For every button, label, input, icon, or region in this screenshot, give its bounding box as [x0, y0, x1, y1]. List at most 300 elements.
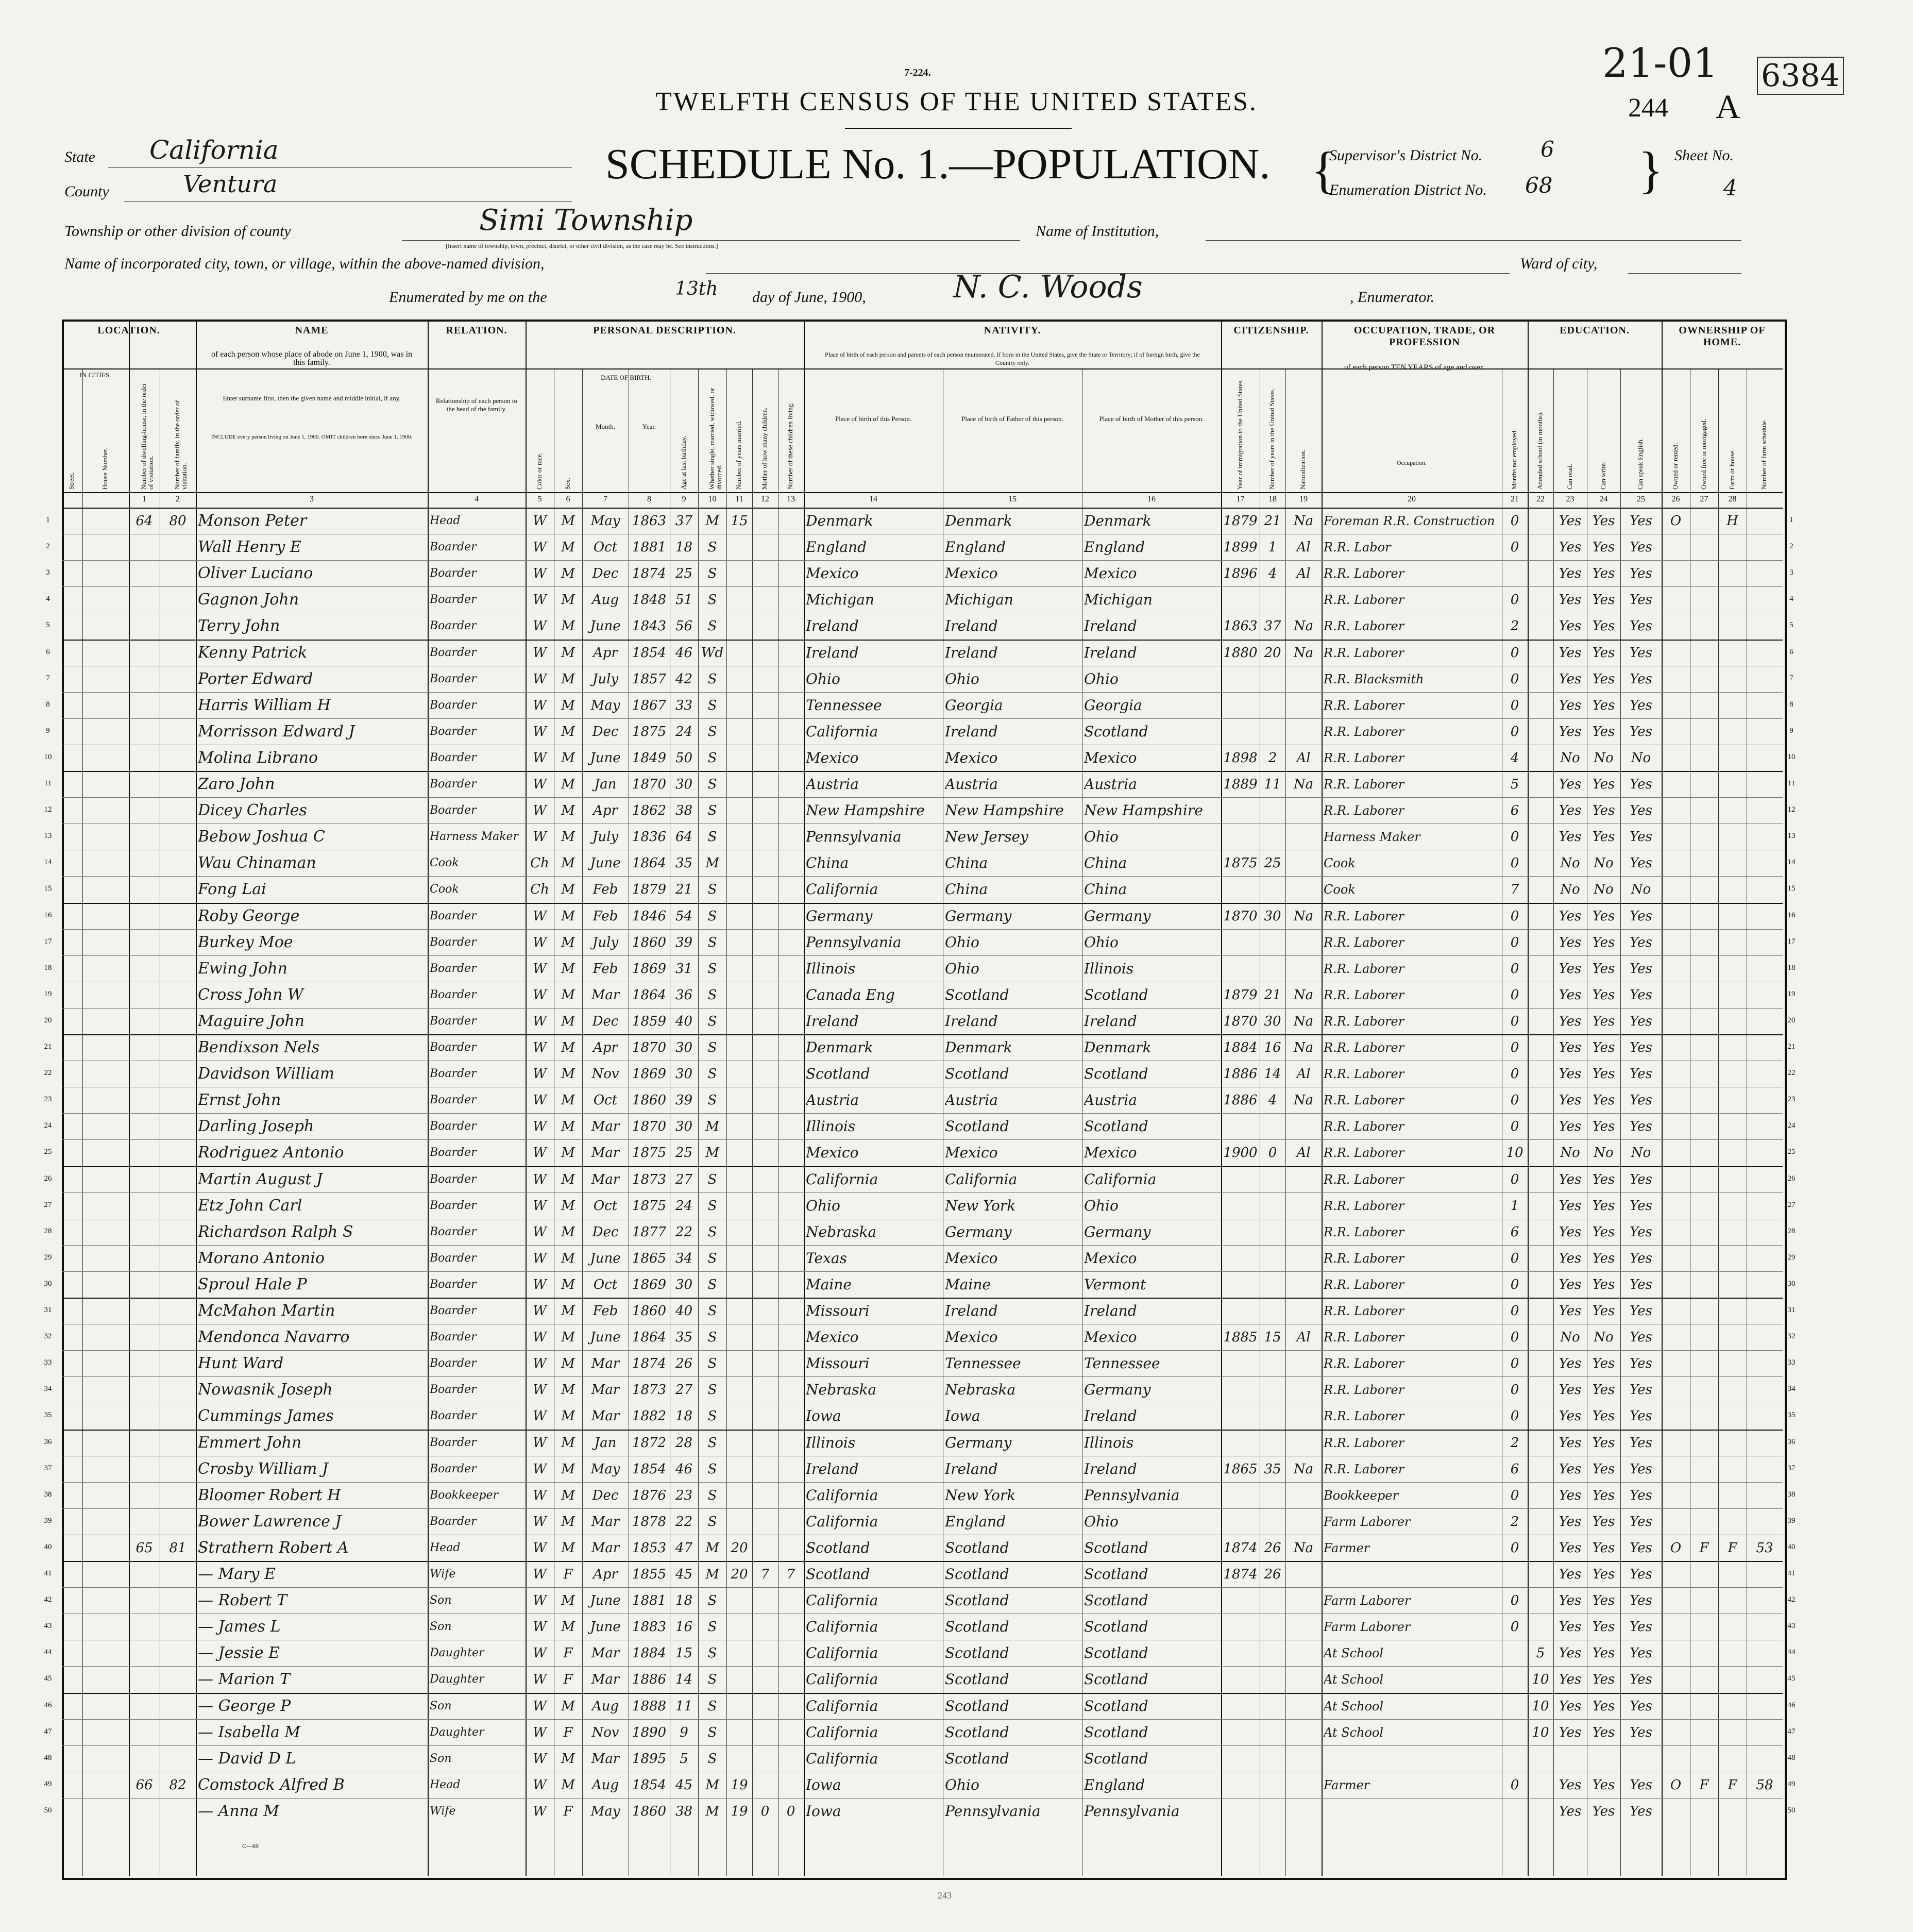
cell-age: 39	[675, 1093, 693, 1108]
cell-unemp: 0	[1510, 1303, 1519, 1319]
row-number-right: 8	[1789, 700, 1793, 709]
cell-rd: No	[1560, 750, 1580, 766]
cell-sex: M	[561, 1119, 575, 1135]
cell-col: W	[533, 592, 547, 608]
cell-name: Morrisson Edward J	[198, 722, 355, 741]
cell-occ: At School	[1324, 1646, 1384, 1661]
cell-rel: Boarder	[430, 1278, 477, 1291]
cell-col: W	[533, 513, 547, 529]
cell-rel: Boarder	[430, 1041, 477, 1054]
cell-nat: Na	[1293, 645, 1314, 661]
cell-pobm: Austria	[1084, 776, 1137, 793]
cell-occ: R.R. Laborer	[1324, 619, 1404, 634]
row-number-left: 19	[44, 989, 52, 998]
cell-sex: M	[561, 540, 575, 556]
cell-age: 35	[675, 855, 693, 871]
cell-sex: M	[561, 1040, 575, 1055]
cell-age: 37	[675, 513, 693, 529]
cell-col: W	[533, 750, 547, 766]
cell-name: Porter Edward	[198, 669, 313, 688]
state-label: State	[64, 148, 95, 165]
row-number-right: 34	[1787, 1385, 1796, 1393]
cell-rd: Yes	[1559, 540, 1582, 556]
row-number-left: 8	[46, 700, 50, 709]
cell-pobf: Georgia	[945, 696, 1003, 714]
row-number-right: 41	[1787, 1569, 1796, 1577]
header-farm-house: Farm or house.	[1728, 449, 1736, 490]
cell-col: W	[533, 777, 547, 792]
cell-occ: At School	[1324, 1725, 1384, 1740]
cell-wr: Yes	[1592, 1250, 1615, 1266]
sheet-no: 4	[1723, 175, 1737, 200]
cell-mar: S	[707, 1330, 717, 1346]
cell-name: Bendixson Nels	[198, 1038, 320, 1056]
row-number-left: 16	[44, 911, 52, 919]
cell-yus: 30	[1264, 908, 1281, 924]
row-number-left: 2	[46, 542, 50, 551]
header-bottom-rule	[62, 492, 1783, 493]
cell-pobm: Scotland	[1084, 1750, 1148, 1767]
cell-yr: 1876	[632, 1487, 667, 1503]
row-number-right: 37	[1787, 1464, 1796, 1472]
cell-wr: No	[1594, 750, 1614, 766]
cell-mo: Feb	[592, 908, 618, 924]
cell-age: 21	[675, 882, 693, 898]
cell-imm: 1870	[1223, 1013, 1258, 1029]
cell-en: Yes	[1630, 1408, 1652, 1424]
cell-unemp: 2	[1510, 1514, 1519, 1530]
cell-unemp: 0	[1510, 934, 1519, 950]
cell-rd: Yes	[1559, 1276, 1582, 1292]
cell-col: W	[533, 1672, 547, 1688]
cell-en: Yes	[1630, 934, 1652, 950]
cell-yr: 1870	[632, 1040, 667, 1055]
cell-yr: 1860	[632, 1093, 667, 1108]
cell-pob: Nebraska	[806, 1381, 877, 1399]
row-number-left: 38	[44, 1490, 52, 1499]
cell-rel: Boarder	[430, 1436, 477, 1449]
cell-occ: R.R. Laborer	[1324, 1093, 1404, 1108]
cell-wr: Yes	[1592, 540, 1615, 556]
cell-sex: M	[561, 1461, 575, 1477]
cell-wr: Yes	[1592, 1171, 1615, 1187]
cell-imm: 1896	[1223, 566, 1258, 582]
column-number: 2	[176, 495, 180, 503]
cell-age: 40	[675, 1303, 693, 1319]
cell-rd: Yes	[1559, 1382, 1582, 1398]
cell-pobm: Ireland	[1084, 1302, 1137, 1319]
cell-nat: Na	[1293, 618, 1314, 634]
row-number-left: 4	[46, 595, 50, 603]
cell-mo: Dec	[592, 1224, 619, 1240]
row-rule	[62, 586, 1783, 587]
cell-rel: Boarder	[430, 1331, 477, 1344]
cell-mo: Mar	[591, 1119, 620, 1135]
cell-pobm: Scotland	[1084, 1618, 1148, 1636]
cell-mar: S	[707, 1593, 717, 1609]
cell-wr: Yes	[1592, 1224, 1615, 1240]
cell-age: 35	[675, 1330, 693, 1346]
cell-pobm: Scotland	[1084, 1697, 1148, 1715]
cell-pob: California	[806, 1170, 878, 1188]
cell-pobm: England	[1084, 1776, 1145, 1793]
cell-mar: S	[707, 1461, 717, 1477]
cell-yr: 1888	[632, 1698, 667, 1714]
cell-mar: S	[707, 1435, 717, 1451]
row-number-right: 30	[1787, 1279, 1796, 1288]
group-personal-description: PERSONAL DESCRIPTION.	[593, 325, 736, 336]
ward-label: Ward of city,	[1520, 255, 1598, 272]
cell-yr: 1853	[632, 1540, 667, 1556]
column-number: 6	[566, 495, 570, 503]
cell-sex: M	[561, 1382, 575, 1398]
cell-col: W	[533, 645, 547, 661]
institution-underline	[1206, 240, 1741, 241]
column-divider	[1322, 320, 1323, 1876]
cell-name: Terry John	[198, 617, 280, 635]
cell-sex: M	[561, 724, 575, 740]
column-number: 24	[1599, 495, 1608, 503]
row-rule	[62, 1745, 1783, 1746]
cell-name: Ewing John	[198, 959, 287, 978]
cell-imm: 1880	[1223, 645, 1258, 661]
cell-mo: Aug	[591, 592, 619, 608]
cell-pobf: Scotland	[945, 1065, 1009, 1083]
cell-sex: M	[561, 803, 575, 819]
cell-pobm: Ireland	[1084, 644, 1137, 661]
cell-pobf: England	[945, 539, 1006, 556]
cell-name: Bower Lawrence J	[198, 1512, 342, 1531]
cell-name: Strathern Robert A	[198, 1538, 349, 1557]
cell-rd: Yes	[1559, 1435, 1582, 1451]
header-nativity-desc: Place of birth of each person and parents of each person enumerated. If born in the United States, give the State or Territory; if of foreign birth, give the Country only.	[825, 351, 1200, 366]
cell-sex: M	[561, 1514, 575, 1530]
cell-occ: R.R. Laborer	[1324, 935, 1404, 950]
cell-wr: Yes	[1592, 1093, 1615, 1108]
header-children-living: Number of these children living.	[786, 402, 794, 490]
cell-mar: S	[707, 592, 717, 608]
cell-imm: 1884	[1223, 1040, 1258, 1055]
cell-age: 40	[675, 1013, 693, 1029]
cell-fam: 81	[169, 1540, 187, 1556]
cell-pob: Pennsylvania	[806, 933, 902, 951]
cell-mar: S	[707, 1408, 717, 1424]
cell-en: Yes	[1630, 908, 1652, 924]
cell-pobf: Mexico	[945, 1249, 998, 1267]
cell-mo: July	[592, 934, 619, 950]
cell-wr: Yes	[1592, 1119, 1615, 1135]
header-pob-person: Place of birth of this Person.	[835, 415, 912, 423]
cell-rd: Yes	[1559, 1698, 1582, 1714]
cell-age: 27	[675, 1382, 693, 1398]
cell-unemp: 0	[1510, 987, 1519, 1003]
row-number-left: 28	[44, 1227, 52, 1235]
cell-en: Yes	[1630, 1803, 1652, 1819]
cell-col: W	[533, 908, 547, 924]
column-number: 15	[1008, 495, 1017, 503]
cell-name: Kenny Patrick	[198, 643, 308, 662]
column-number: 23	[1566, 495, 1575, 503]
cell-age: 31	[675, 961, 693, 977]
cell-yr: 1882	[632, 1408, 667, 1424]
cell-yr: 1874	[632, 566, 667, 582]
cell-imm: 1886	[1223, 1066, 1258, 1082]
row-number-left: 36	[44, 1437, 52, 1446]
column-number: 13	[787, 495, 795, 503]
cell-rel: Cook	[430, 856, 459, 870]
column-number: 17	[1236, 495, 1245, 503]
column-divider	[82, 368, 83, 1876]
cell-sex: M	[561, 961, 575, 977]
cell-mo: Feb	[592, 1303, 618, 1319]
cell-sex: F	[563, 1803, 573, 1819]
cell-pob: Ohio	[806, 1197, 840, 1214]
cell-pobm: Mexico	[1084, 749, 1137, 766]
cell-name: Monson Peter	[198, 512, 307, 530]
cell-occ: R.R. Laborer	[1324, 750, 1404, 765]
row-rule	[62, 1798, 1783, 1799]
cell-col: W	[533, 1171, 547, 1187]
cell-pobm: Scotland	[1084, 1539, 1148, 1556]
cell-wr: Yes	[1592, 803, 1615, 819]
cell-fh: F	[1728, 1540, 1737, 1556]
cell-pob: Mexico	[806, 565, 859, 582]
cell-rel: Boarder	[430, 1462, 477, 1475]
cell-sch: 5	[1536, 1645, 1545, 1661]
cell-name: Fong Lai	[198, 880, 266, 899]
cell-rd: Yes	[1559, 645, 1582, 661]
cell-occ: R.R. Laborer	[1324, 1119, 1404, 1134]
column-number: 5	[537, 495, 542, 503]
row-number-left: 49	[44, 1779, 52, 1788]
cell-name: Molina Librano	[198, 748, 318, 767]
column-number: 8	[647, 495, 651, 503]
row-rule	[62, 1350, 1783, 1351]
cell-name: Gagnon John	[198, 591, 299, 609]
cell-nat: Al	[1296, 540, 1311, 556]
row-number-left: 29	[44, 1253, 52, 1262]
cell-yr: 1881	[632, 540, 667, 556]
cell-sex: M	[561, 1198, 575, 1214]
row-number-right: 16	[1787, 911, 1796, 919]
cell-age: 45	[675, 1567, 693, 1582]
cell-fam: 80	[169, 513, 187, 529]
cell-mo: Mar	[591, 1540, 620, 1556]
cell-occ: R.R. Labor	[1324, 540, 1391, 555]
header-farm-schedule: Number of farm schedule.	[1760, 419, 1768, 490]
cell-rel: Boarder	[430, 1094, 477, 1107]
cell-pobm: Germany	[1084, 1223, 1151, 1240]
cell-pobf: Scotland	[945, 1618, 1009, 1636]
cell-occ: R.R. Laborer	[1324, 1277, 1404, 1292]
cell-en: Yes	[1630, 829, 1652, 845]
cell-pobf: Scotland	[945, 1750, 1009, 1767]
cell-imm: 1898	[1223, 750, 1258, 766]
cell-unemp: 0	[1510, 908, 1519, 924]
cell-yr: 1895	[632, 1751, 667, 1767]
cell-mo: Aug	[591, 1777, 619, 1793]
cell-rel: Boarder	[430, 541, 477, 554]
city-label: Name of incorporated city, town, or village, within the above-named division,	[64, 255, 545, 272]
cell-pobm: Vermont	[1084, 1275, 1146, 1293]
row-number-right: 21	[1787, 1043, 1796, 1051]
row-rule	[62, 1508, 1783, 1509]
cell-wr: No	[1594, 855, 1614, 871]
film-number: 6384	[1757, 57, 1844, 95]
cell-name: — George P	[198, 1696, 291, 1715]
cell-name: Roby George	[198, 906, 300, 925]
cell-mo: June	[590, 1619, 621, 1635]
row-number-left: 23	[44, 1095, 52, 1104]
cell-age: 46	[675, 645, 693, 661]
footer-code: C—69	[242, 1842, 259, 1850]
cell-col: W	[533, 1408, 547, 1424]
cell-name: Bebow Joshua C	[198, 828, 325, 846]
cell-pobm: Scotland	[1084, 986, 1148, 1003]
cell-pobf: Denmark	[945, 1039, 1012, 1056]
cell-unemp: 2	[1510, 618, 1519, 634]
cell-sex: M	[561, 513, 575, 529]
cell-yus: 2	[1268, 750, 1277, 766]
cell-pobm: Denmark	[1084, 1039, 1152, 1056]
cell-occ: Farmer	[1324, 1777, 1370, 1792]
cell-mo: June	[590, 750, 621, 766]
cell-fam: 82	[169, 1777, 187, 1793]
cell-pobf: Scotland	[945, 1118, 1009, 1135]
cell-mo: Apr	[593, 1040, 618, 1055]
cell-name: Dicey Charles	[198, 801, 307, 820]
cell-name: Nowasnik Joseph	[198, 1381, 333, 1399]
row-rule	[62, 876, 1783, 877]
cell-age: 30	[675, 1119, 693, 1135]
cell-pob: Texas	[806, 1249, 847, 1267]
column-divider	[1221, 320, 1222, 1876]
cell-name: Etz John Carl	[198, 1196, 302, 1215]
cell-pobm: Ohio	[1084, 1197, 1119, 1214]
cell-mo: Oct	[593, 1093, 618, 1108]
cell-wr: Yes	[1592, 1382, 1615, 1398]
row-rule	[62, 1719, 1783, 1720]
cell-mo: Feb	[592, 961, 618, 977]
cell-pob: Germany	[806, 907, 873, 925]
row-number-left: 5	[46, 621, 50, 630]
cell-mar: S	[707, 1619, 717, 1635]
cell-mar: M	[705, 1803, 719, 1819]
cell-yr: 1870	[632, 777, 667, 792]
cell-pobf: Mexico	[945, 565, 998, 582]
header-year-immigration: Year of immigration to the United States.	[1235, 379, 1244, 490]
cell-name: Harris William H	[198, 696, 331, 714]
cell-mc: 0	[760, 1803, 770, 1819]
cell-mar: S	[707, 1250, 717, 1266]
cell-rel: Boarder	[430, 698, 477, 712]
row-number-left: 1	[46, 516, 50, 524]
cell-pobf: Scotland	[945, 1539, 1009, 1556]
cell-mo: Oct	[593, 1276, 618, 1292]
cell-wr: Yes	[1592, 1461, 1615, 1477]
cell-col: W	[533, 1698, 547, 1714]
cell-pobm: Mexico	[1084, 1249, 1137, 1267]
county-value: Ventura	[183, 170, 278, 198]
cell-mo: Mar	[591, 1751, 620, 1767]
header-months-unemployed: Months not employed.	[1510, 429, 1518, 490]
cell-ym: 20	[731, 1540, 748, 1556]
cell-col: W	[533, 566, 547, 582]
cell-pob: Scotland	[806, 1566, 870, 1583]
row-number-right: 2	[1789, 542, 1793, 551]
cell-occ: R.R. Laborer	[1324, 987, 1404, 1002]
header-owned-rented: Owned or rented.	[1671, 443, 1679, 490]
row-rule	[62, 1482, 1783, 1483]
cell-pob: Missouri	[806, 1355, 870, 1372]
cell-rd: Yes	[1559, 724, 1582, 740]
cell-pobf: Iowa	[945, 1407, 980, 1425]
cell-mo: Mar	[591, 1514, 620, 1530]
row-number-left: 17	[44, 937, 52, 946]
row-number-right: 36	[1787, 1437, 1796, 1446]
cell-rd: Yes	[1559, 1356, 1582, 1372]
cell-unemp: 0	[1510, 697, 1519, 713]
row-number-left: 20	[44, 1016, 52, 1024]
cell-col: W	[533, 1803, 547, 1819]
cell-pobf: New Hampshire	[945, 802, 1064, 819]
county-label: County	[64, 183, 109, 200]
cell-en: Yes	[1630, 1698, 1652, 1714]
cell-wr: Yes	[1592, 987, 1615, 1003]
cell-rel: Daughter	[430, 1673, 484, 1686]
cell-mo: July	[592, 671, 619, 687]
row-rule	[62, 1376, 1783, 1377]
cell-rd: Yes	[1559, 1803, 1582, 1819]
row-number-right: 29	[1787, 1253, 1796, 1262]
cell-en: Yes	[1630, 1777, 1652, 1793]
cell-rel: Boarder	[430, 1357, 477, 1370]
cell-nat: Na	[1293, 1540, 1314, 1556]
cell-rel: Boarder	[430, 909, 477, 922]
cell-col: W	[533, 1119, 547, 1135]
cell-pobf: Scotland	[945, 986, 1009, 1003]
cell-rd: Yes	[1559, 1303, 1582, 1319]
cell-age: 27	[675, 1171, 693, 1187]
column-number: 21	[1511, 495, 1519, 503]
cell-rel: Daughter	[430, 1725, 484, 1739]
cell-unemp: 0	[1510, 829, 1519, 845]
cell-name: Crosby William J	[198, 1459, 329, 1478]
cell-age: 15	[675, 1645, 693, 1661]
column-number: 10	[708, 495, 717, 503]
cell-name: Richardson Ralph S	[198, 1222, 353, 1241]
cell-rel: Boarder	[430, 1067, 477, 1081]
cell-col: W	[533, 1198, 547, 1214]
cell-sch: 10	[1532, 1724, 1549, 1740]
cell-en: Yes	[1630, 1382, 1652, 1398]
cell-col: W	[533, 1040, 547, 1055]
brace-left: {	[1311, 141, 1336, 198]
row-number-left: 30	[44, 1279, 52, 1288]
cell-age: 30	[675, 1066, 693, 1082]
row-number-left: 13	[44, 832, 52, 841]
cell-fs: 58	[1756, 1777, 1773, 1793]
cell-unemp: 0	[1510, 1040, 1519, 1055]
cell-rd: Yes	[1559, 566, 1582, 582]
cell-en: Yes	[1630, 1198, 1652, 1214]
cell-name: Sproul Hale P	[198, 1275, 307, 1293]
row-number-right: 45	[1787, 1674, 1796, 1683]
cell-sex: M	[561, 987, 575, 1003]
cell-name: Oliver Luciano	[198, 564, 313, 583]
cell-sex: M	[561, 1224, 575, 1240]
cell-rel: Boarder	[430, 1146, 477, 1160]
